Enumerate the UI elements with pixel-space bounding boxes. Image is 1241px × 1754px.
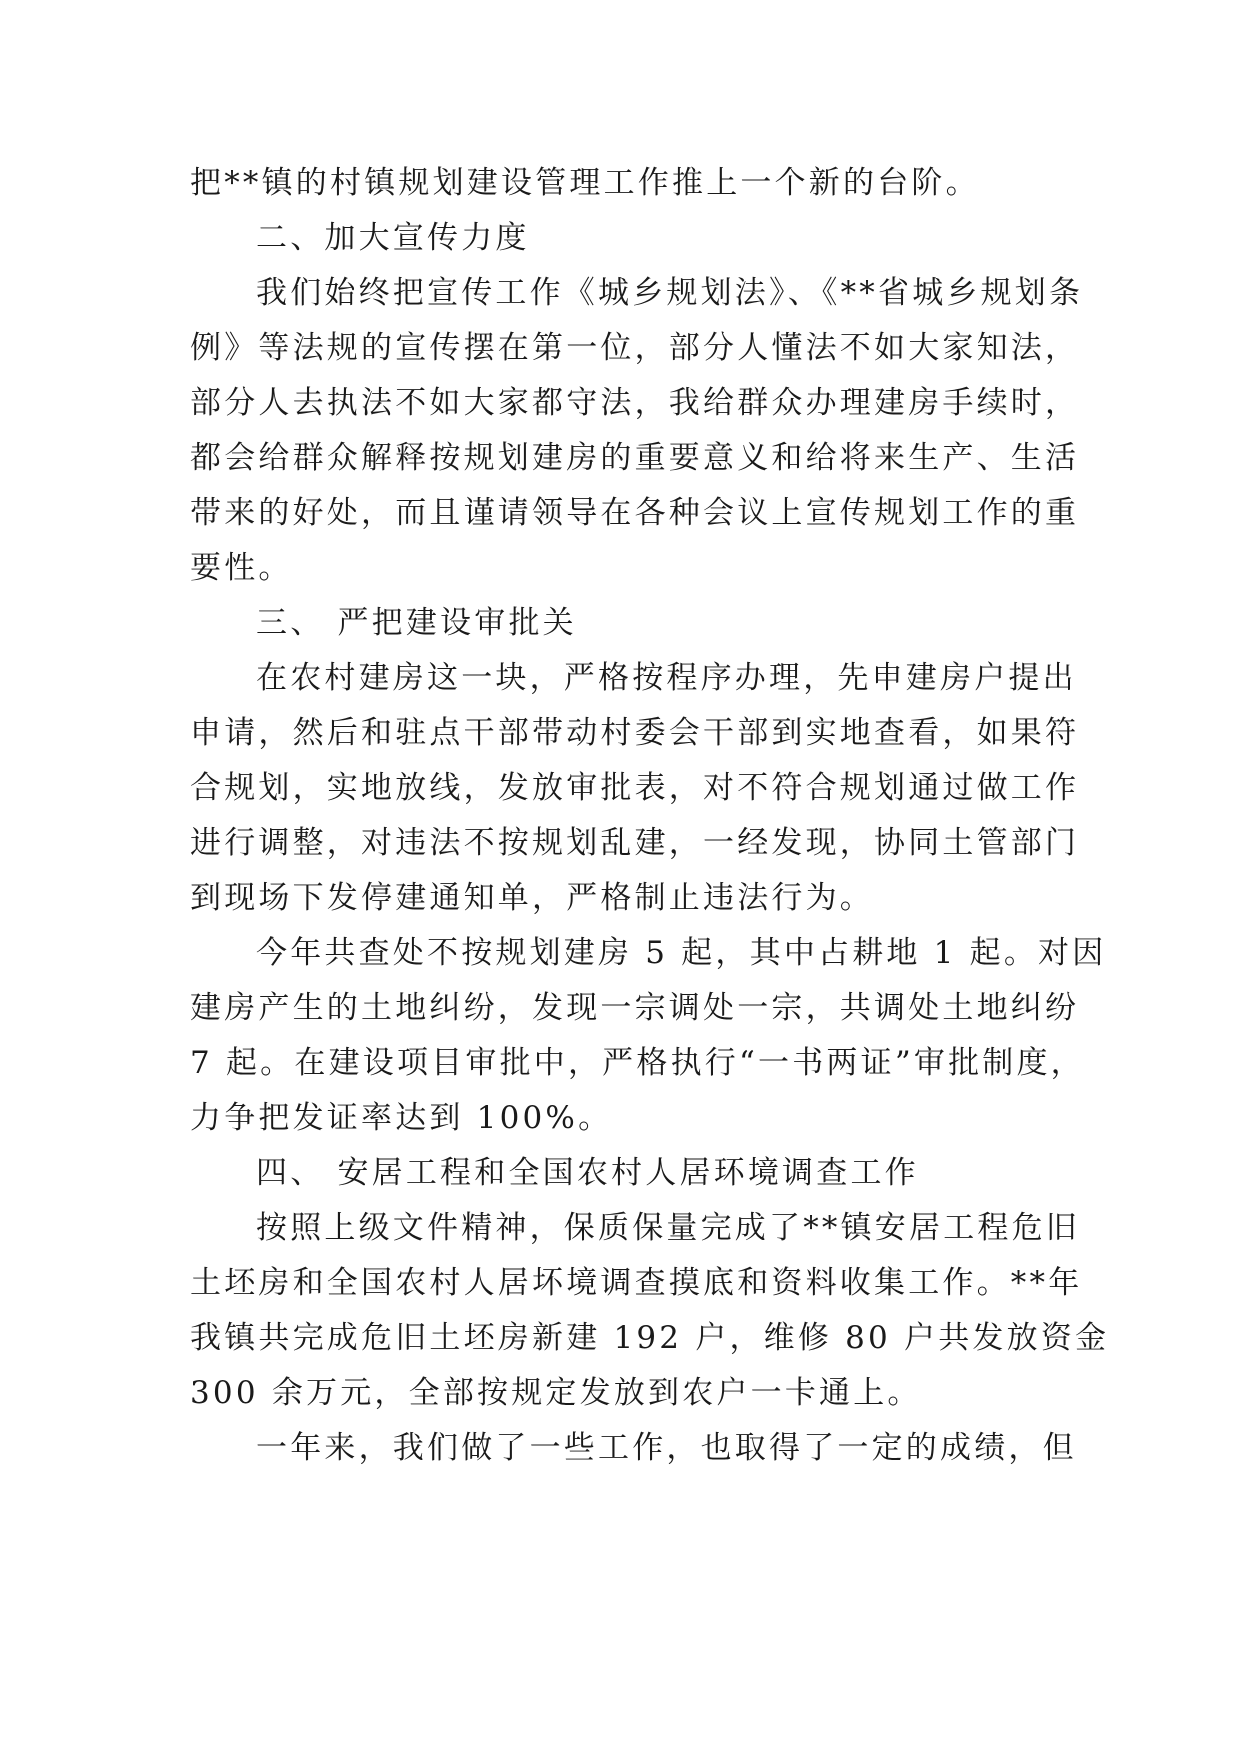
paragraph-line: 一年来，我们做了一些工作，也取得了一定的成绩，但 [256,1430,1077,1466]
section-heading-3: 三、 严把建设审批关 [256,605,577,641]
paragraph-line: 在农村建房这一块，严格按程序办理，先申建房户提出 [256,660,1077,696]
paragraph-line: 要性。 [190,550,293,586]
paragraph-line: 土坯房和全国农村人居坏境调查摸底和资料收集工作。**年 [190,1265,1083,1301]
paragraph-line: 我镇共完成危旧土坯房新建 192 户，维修 80 户共发放资金 [190,1320,1110,1356]
paragraph-line: 7 起。在建设项目审批中，严格执行“一书两证”审批制度， [190,1045,1085,1081]
paragraph-line: 力争把发证率达到 100%。 [190,1100,613,1136]
paragraph-line: 到现场下发停建通知单，严格制止违法行为。 [190,880,874,916]
paragraph-line: 今年共查处不按规划建房 5 起，其中占耕地 1 起。对因 [256,935,1107,971]
paragraph-line: 申请，然后和驻点干部带动村委会干部到实地查看，如果符 [190,715,1080,751]
section-heading-4: 四、 安居工程和全国农村人居环境调查工作 [256,1155,919,1191]
paragraph-line: 把**镇的村镇规划建设管理工作推上一个新的台阶。 [190,165,980,201]
paragraph-line: 300 余万元，全部按规定发放到农户一卡通上。 [190,1375,922,1411]
paragraph-line: 合规划，实地放线，发放审批表，对不符合规划通过做工作 [190,770,1080,806]
paragraph-line: 都会给群众解释按规划建房的重要意义和给将来生产、生活 [190,440,1080,476]
paragraph-line: 带来的好处，而且谨请领导在各种会议上宣传规划工作的重 [190,495,1080,531]
paragraph-line: 建房产生的土地纠纷，发现一宗调处一宗，共调处土地纠纷 [190,990,1080,1026]
paragraph-line: 例》等法规的宣传摆在第一位，部分人懂法不如大家知法， [190,330,1080,366]
paragraph-line: 部分人去执法不如大家都守法，我给群众办理建房手续时， [190,385,1080,421]
paragraph-line: 我们始终把宣传工作《城乡规划法》、《**省城乡规划条 [256,275,1084,311]
section-heading-2: 二、加大宣传力度 [256,220,530,256]
paragraph-line: 按照上级文件精神，保质保量完成了**镇安居工程危旧 [256,1210,1080,1246]
document-body [190,156,1110,1476]
paragraph-line: 进行调整，对违法不按规划乱建，一经发现，协同土管部门 [190,825,1080,861]
